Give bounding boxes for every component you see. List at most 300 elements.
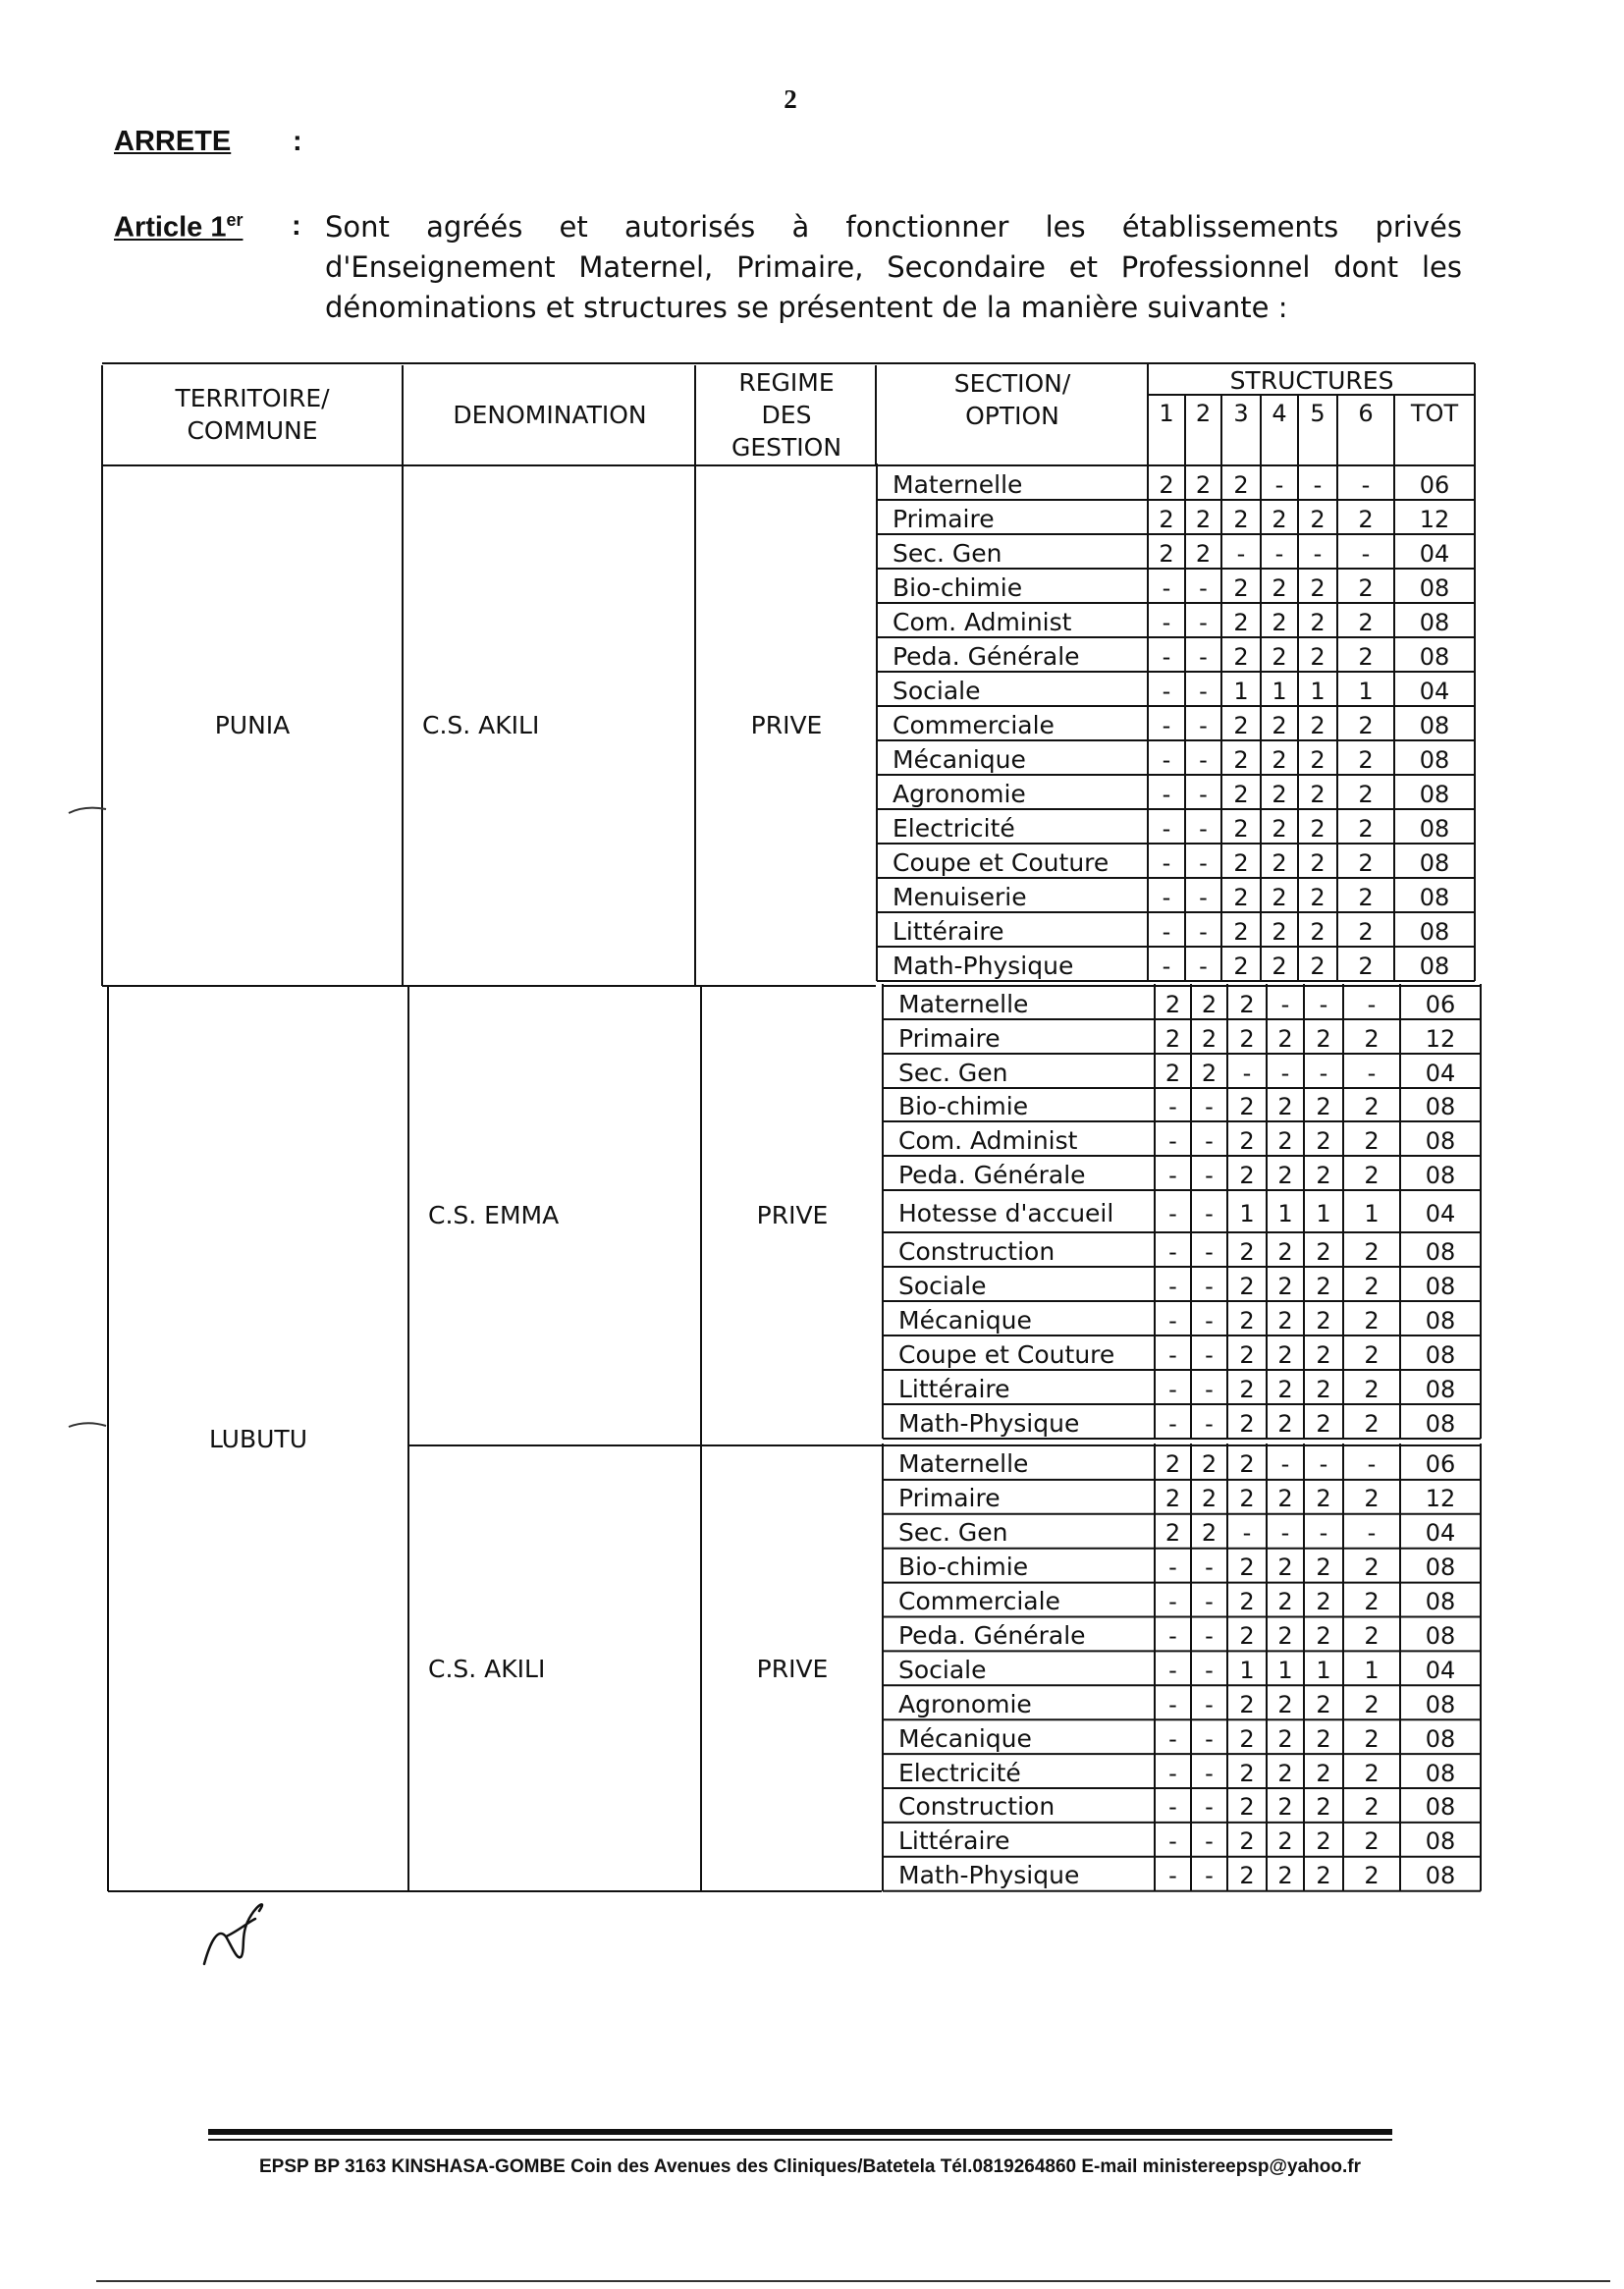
year-cell: -: [1162, 883, 1171, 911]
section-option-cell: Sec. Gen: [898, 1518, 1008, 1548]
year-cell: 2: [1201, 1024, 1218, 1053]
year-cell: -: [1199, 711, 1208, 739]
year-cell: -: [1162, 642, 1171, 671]
year-cell: 2: [1239, 1862, 1255, 1890]
year-cell: 2: [1239, 1759, 1255, 1787]
year-cell: -: [1168, 1553, 1177, 1582]
year-cell: -: [1168, 1237, 1177, 1266]
year-cell: 2: [1316, 1621, 1331, 1650]
year-cell: 2: [1159, 470, 1174, 499]
year-cell: -: [1205, 1656, 1214, 1684]
year-cell: 2: [1277, 1759, 1293, 1787]
year-cell: 2: [1310, 780, 1326, 808]
year-cell: 2: [1277, 1237, 1293, 1266]
year-cell: -: [1168, 1340, 1177, 1369]
year-cell: -: [1162, 677, 1171, 705]
year-cell: 2: [1310, 642, 1326, 671]
article-colon: :: [292, 210, 301, 242]
header-denomination-text: DENOMINATION: [453, 400, 647, 429]
year-cell: 2: [1159, 505, 1174, 533]
arrete-colon: :: [293, 126, 302, 157]
year-cell: 1: [1364, 1656, 1380, 1684]
year-cell: -: [1367, 1059, 1377, 1087]
section-option-cell: Construction: [898, 1236, 1056, 1266]
year-cell: 2: [1277, 1340, 1293, 1369]
year-cell: 2: [1316, 1237, 1331, 1266]
year-cell: 2: [1277, 1621, 1293, 1650]
section-option-cell: Math-Physique: [898, 1408, 1080, 1438]
year-cell: 2: [1233, 745, 1249, 774]
year-cell: 2: [1316, 1793, 1331, 1822]
year-cell: -: [1205, 1093, 1214, 1120]
year-cell: 1: [1277, 1656, 1293, 1684]
header-regime: [697, 365, 876, 463]
header-year: 6: [1358, 400, 1374, 427]
header-year: TOT: [1410, 400, 1459, 427]
year-cell: 2: [1277, 1375, 1293, 1403]
year-cell: -: [1199, 883, 1208, 911]
year-cell: 2: [1364, 1306, 1380, 1335]
year-cell: -: [1313, 470, 1323, 499]
year-cell: 2: [1277, 1724, 1293, 1753]
year-cell: 2: [1233, 917, 1249, 946]
total-cell: 12: [1425, 1485, 1456, 1513]
year-cell: 2: [1358, 848, 1374, 877]
article-label-text: Article 1: [114, 211, 227, 244]
total-cell: 08: [1425, 1409, 1456, 1438]
year-cell: -: [1168, 1656, 1177, 1684]
year-cell: 2: [1316, 1340, 1331, 1369]
year-cell: 2: [1239, 1690, 1255, 1718]
denomination-cell: C.S. AKILI: [422, 710, 540, 739]
denomination-cell: C.S. EMMA: [428, 1200, 560, 1229]
header-year: 4: [1272, 400, 1287, 427]
year-cell: 2: [1272, 711, 1287, 739]
year-cell: 2: [1364, 1588, 1380, 1616]
year-cell: -: [1274, 470, 1284, 499]
year-cell: 1: [1316, 1199, 1331, 1227]
year-cell: 2: [1358, 883, 1374, 911]
year-cell: -: [1205, 1375, 1214, 1403]
section-option-cell: Menuiserie: [893, 882, 1027, 911]
year-cell: 2: [1310, 814, 1326, 843]
year-cell: 2: [1310, 917, 1326, 946]
scan-mark-icon: [67, 803, 108, 815]
territoire-cell: LUBUTU: [209, 1424, 307, 1453]
total-cell: 08: [1425, 1093, 1456, 1120]
year-cell: 2: [1159, 539, 1174, 568]
year-cell: 1: [1358, 677, 1374, 705]
year-cell: 2: [1239, 1093, 1255, 1120]
year-cell: 2: [1272, 952, 1287, 980]
header-year: 5: [1310, 400, 1326, 427]
total-cell: 04: [1425, 1059, 1456, 1087]
year-cell: 2: [1316, 1272, 1331, 1300]
year-cell: 2: [1164, 1519, 1181, 1548]
year-cell: 2: [1164, 991, 1181, 1018]
year-cell: 1: [1272, 677, 1287, 705]
year-cell: -: [1319, 1450, 1328, 1479]
year-cell: -: [1319, 1519, 1328, 1548]
year-cell: -: [1199, 745, 1208, 774]
year-cell: -: [1168, 1409, 1177, 1438]
total-cell: 08: [1419, 711, 1450, 739]
year-cell: 2: [1358, 814, 1374, 843]
year-cell: 2: [1277, 1827, 1293, 1856]
section-option-cell: Maternelle: [898, 1449, 1029, 1479]
year-cell: -: [1162, 573, 1171, 602]
year-cell: 1: [1310, 677, 1326, 705]
year-cell: -: [1199, 608, 1208, 636]
year-cell: 2: [1364, 1862, 1380, 1890]
year-cell: -: [1168, 1126, 1177, 1155]
year-cell: 2: [1239, 1553, 1255, 1582]
year-cell: 2: [1316, 1024, 1331, 1053]
year-cell: -: [1162, 917, 1171, 946]
section-option-cell: Sec. Gen: [893, 538, 1002, 568]
year-cell: 2: [1364, 1340, 1380, 1369]
footer-rule: [208, 2129, 1392, 2135]
footer-rule-thin: [208, 2139, 1392, 2141]
year-cell: -: [1205, 1793, 1214, 1822]
handwritten-initial-icon: [196, 1893, 275, 1972]
header-year: 3: [1233, 400, 1249, 427]
total-cell: 04: [1425, 1656, 1456, 1684]
regime-cell: PRIVE: [750, 710, 823, 739]
section-option-cell: Mécanique: [893, 744, 1026, 774]
year-cell: -: [1361, 539, 1371, 568]
year-cell: 2: [1316, 1126, 1331, 1155]
year-cell: -: [1205, 1553, 1214, 1582]
year-cell: 2: [1316, 1553, 1331, 1582]
year-cell: -: [1367, 991, 1377, 1018]
year-cell: 2: [1233, 573, 1249, 602]
year-cell: 2: [1233, 848, 1249, 877]
section-option-cell: Math-Physique: [898, 1861, 1080, 1890]
year-cell: -: [1168, 1621, 1177, 1650]
year-cell: 2: [1277, 1690, 1293, 1718]
year-cell: -: [1205, 1272, 1214, 1300]
year-cell: 2: [1316, 1093, 1331, 1120]
total-cell: 08: [1425, 1793, 1456, 1822]
year-cell: 2: [1358, 608, 1374, 636]
year-cell: 2: [1239, 1272, 1255, 1300]
total-cell: 08: [1419, 848, 1450, 877]
year-cell: 2: [1364, 1409, 1380, 1438]
total-cell: 04: [1419, 677, 1450, 705]
year-cell: 2: [1272, 883, 1287, 911]
year-cell: 2: [1239, 1724, 1255, 1753]
section-option-cell: Agronomie: [893, 779, 1026, 808]
year-cell: 2: [1272, 745, 1287, 774]
year-cell: -: [1162, 608, 1171, 636]
section-option-cell: Primaire: [898, 1023, 1001, 1053]
year-cell: -: [1205, 1827, 1214, 1856]
year-cell: -: [1280, 1519, 1290, 1548]
year-cell: 2: [1233, 814, 1249, 843]
year-cell: 1: [1233, 677, 1249, 705]
section-option-cell: Peda. Générale: [898, 1620, 1086, 1650]
section-option-cell: Bio-chimie: [898, 1092, 1029, 1120]
total-cell: 08: [1425, 1621, 1456, 1650]
year-cell: -: [1199, 917, 1208, 946]
total-cell: 04: [1425, 1199, 1456, 1227]
year-cell: 2: [1277, 1409, 1293, 1438]
year-cell: 2: [1195, 470, 1212, 499]
year-cell: 2: [1195, 505, 1212, 533]
year-cell: 2: [1364, 1272, 1380, 1300]
total-cell: 04: [1425, 1519, 1456, 1548]
total-cell: 08: [1425, 1759, 1456, 1787]
year-cell: 2: [1310, 608, 1326, 636]
year-cell: 2: [1233, 711, 1249, 739]
section-option-cell: Sociale: [893, 676, 981, 705]
year-cell: 2: [1316, 1485, 1331, 1513]
year-cell: -: [1205, 1724, 1214, 1753]
year-cell: 2: [1233, 505, 1249, 533]
year-cell: 2: [1239, 1793, 1255, 1822]
section-option-cell: Math-Physique: [893, 951, 1074, 980]
year-cell: 2: [1277, 1793, 1293, 1822]
year-cell: 2: [1310, 848, 1326, 877]
year-cell: 2: [1277, 1862, 1293, 1890]
year-cell: -: [1168, 1759, 1177, 1787]
total-cell: 08: [1419, 608, 1450, 636]
year-cell: 2: [1364, 1827, 1380, 1856]
year-cell: 2: [1316, 1690, 1331, 1718]
year-cell: -: [1199, 952, 1208, 980]
territoire-cell: PUNIA: [214, 710, 291, 739]
year-cell: -: [1313, 539, 1323, 568]
year-cell: 2: [1316, 1375, 1331, 1403]
total-cell: 08: [1425, 1827, 1456, 1856]
section-option-cell: Littéraire: [898, 1374, 1010, 1403]
year-cell: 2: [1239, 1621, 1255, 1650]
year-cell: -: [1168, 1690, 1177, 1718]
year-cell: 2: [1316, 1409, 1331, 1438]
section-option-cell: Com. Administ: [898, 1125, 1078, 1155]
total-cell: 08: [1419, 780, 1450, 808]
regime-cell: PRIVE: [756, 1200, 829, 1229]
total-cell: 08: [1419, 952, 1450, 980]
section-option-cell: Hotesse d'accueil: [898, 1198, 1114, 1227]
article-text: Sont agréés et autorisés à fonctionner les établissements privés d'Enseignement Maternel, Primaire, Secondaire et Professionnel dont les dénominations et structures se présentent de la manière suivante :: [325, 210, 1462, 324]
year-cell: -: [1205, 1126, 1214, 1155]
year-cell: 2: [1364, 1161, 1380, 1189]
year-cell: 2: [1316, 1724, 1331, 1753]
year-cell: -: [1168, 1724, 1177, 1753]
section-option-cell: Primaire: [898, 1484, 1001, 1513]
year-cell: 2: [1364, 1553, 1380, 1582]
year-cell: 2: [1310, 952, 1326, 980]
total-cell: 06: [1425, 1450, 1456, 1479]
year-cell: 2: [1364, 1793, 1380, 1822]
year-cell: -: [1199, 780, 1208, 808]
year-cell: -: [1168, 1272, 1177, 1300]
year-cell: -: [1168, 1093, 1177, 1120]
section-option-cell: Com. Administ: [893, 607, 1072, 636]
scan-mark-icon: [67, 1418, 108, 1430]
header-year: 1: [1159, 400, 1174, 427]
header-denomination: [405, 365, 695, 463]
year-cell: 2: [1239, 1306, 1255, 1335]
header-section: [877, 365, 1148, 463]
year-cell: -: [1168, 1199, 1177, 1227]
year-cell: -: [1168, 1862, 1177, 1890]
article-label-sup: er: [226, 210, 244, 230]
year-cell: -: [1319, 1059, 1328, 1087]
year-cell: 2: [1239, 1409, 1255, 1438]
header-territoire: [102, 365, 403, 463]
year-cell: 2: [1201, 1485, 1218, 1513]
section-option-cell: Littéraire: [893, 916, 1004, 946]
year-cell: 2: [1233, 608, 1249, 636]
year-cell: -: [1205, 1862, 1214, 1890]
header-year: 2: [1195, 400, 1212, 427]
year-cell: 2: [1364, 1375, 1380, 1403]
header-regime-line: GESTION: [731, 432, 842, 462]
year-cell: 2: [1277, 1024, 1293, 1053]
total-cell: 08: [1425, 1588, 1456, 1616]
year-cell: -: [1162, 814, 1171, 843]
section-option-cell: Electricité: [893, 813, 1015, 843]
year-cell: 2: [1239, 1161, 1255, 1189]
year-cell: 2: [1201, 1519, 1218, 1548]
year-cell: 2: [1316, 1759, 1331, 1787]
year-cell: 2: [1358, 952, 1374, 980]
year-cell: 2: [1358, 573, 1374, 602]
year-cell: -: [1205, 1340, 1214, 1369]
year-cell: 2: [1201, 991, 1218, 1018]
year-cell: 2: [1239, 1375, 1255, 1403]
year-cell: 2: [1358, 711, 1374, 739]
total-cell: 06: [1425, 991, 1456, 1018]
year-cell: 2: [1364, 1485, 1380, 1513]
year-cell: -: [1199, 642, 1208, 671]
year-cell: 2: [1272, 917, 1287, 946]
total-cell: 08: [1425, 1375, 1456, 1403]
section-option-cell: Littéraire: [898, 1826, 1010, 1856]
bottom-rule: [96, 2280, 1610, 2282]
total-cell: 08: [1425, 1161, 1456, 1189]
section-option-cell: Maternelle: [898, 990, 1029, 1018]
total-cell: 12: [1425, 1024, 1456, 1053]
page-number: 2: [784, 84, 797, 114]
year-cell: 2: [1358, 917, 1374, 946]
total-cell: 08: [1425, 1237, 1456, 1266]
year-cell: 2: [1239, 1450, 1255, 1479]
year-cell: 2: [1201, 1059, 1218, 1087]
year-cell: 2: [1233, 642, 1249, 671]
year-cell: 2: [1364, 1621, 1380, 1650]
header-structures: STRUCTURES: [1229, 365, 1394, 395]
year-cell: 2: [1277, 1485, 1293, 1513]
year-cell: 2: [1364, 1126, 1380, 1155]
year-cell: 1: [1277, 1199, 1293, 1227]
total-cell: 08: [1419, 814, 1450, 843]
year-cell: -: [1162, 952, 1171, 980]
year-cell: -: [1367, 1450, 1377, 1479]
year-cell: -: [1168, 1375, 1177, 1403]
year-cell: 2: [1316, 1827, 1331, 1856]
year-cell: -: [1367, 1519, 1377, 1548]
year-cell: -: [1168, 1161, 1177, 1189]
total-cell: 08: [1419, 917, 1450, 946]
year-cell: 2: [1310, 573, 1326, 602]
total-cell: 04: [1419, 539, 1450, 568]
year-cell: -: [1168, 1793, 1177, 1822]
year-cell: 2: [1358, 745, 1374, 774]
year-cell: 2: [1277, 1126, 1293, 1155]
year-cell: 2: [1272, 780, 1287, 808]
total-cell: 06: [1419, 470, 1450, 499]
year-cell: 2: [1195, 539, 1212, 568]
year-cell: 1: [1239, 1199, 1255, 1227]
year-cell: 2: [1316, 1161, 1331, 1189]
arrete-heading: ARRETE: [114, 126, 232, 157]
year-cell: 2: [1233, 470, 1249, 499]
year-cell: -: [1162, 745, 1171, 774]
year-cell: -: [1205, 1306, 1214, 1335]
section-option-cell: Peda. Générale: [893, 641, 1080, 671]
year-cell: 2: [1164, 1485, 1181, 1513]
year-cell: -: [1280, 1450, 1290, 1479]
year-cell: 2: [1310, 711, 1326, 739]
section-option-cell: Primaire: [893, 504, 995, 533]
header-regime-line: DES: [761, 400, 812, 429]
section-option-cell: Mécanique: [898, 1723, 1032, 1753]
total-cell: 08: [1425, 1724, 1456, 1753]
year-cell: 2: [1364, 1759, 1380, 1787]
year-cell: 2: [1239, 1340, 1255, 1369]
section-option-cell: Coupe et Couture: [898, 1339, 1115, 1369]
year-cell: -: [1280, 991, 1290, 1018]
section-option-cell: Mécanique: [898, 1305, 1032, 1335]
year-cell: 2: [1272, 608, 1287, 636]
total-cell: 08: [1425, 1272, 1456, 1300]
year-cell: 2: [1277, 1161, 1293, 1189]
section-option-cell: Bio-chimie: [893, 572, 1023, 602]
year-cell: 2: [1310, 745, 1326, 774]
year-cell: 2: [1272, 848, 1287, 877]
section-option-cell: Bio-chimie: [898, 1553, 1029, 1582]
total-cell: 08: [1425, 1126, 1456, 1155]
year-cell: -: [1205, 1621, 1214, 1650]
year-cell: -: [1274, 539, 1284, 568]
regime-cell: PRIVE: [756, 1654, 829, 1683]
year-cell: 2: [1239, 1126, 1255, 1155]
year-cell: 2: [1364, 1237, 1380, 1266]
year-cell: 2: [1310, 505, 1326, 533]
year-cell: 1: [1316, 1656, 1331, 1684]
year-cell: 2: [1164, 1059, 1181, 1087]
year-cell: -: [1199, 814, 1208, 843]
year-cell: -: [1319, 991, 1328, 1018]
footer-address: EPSP BP 3163 KINSHASA-GOMBE Coin des Avenues des Cliniques/Batetela Tél.0819264860 E-mail ministereepsp@yahoo.fr: [259, 2156, 1361, 2177]
year-cell: 2: [1233, 883, 1249, 911]
year-cell: 2: [1316, 1862, 1331, 1890]
year-cell: -: [1280, 1059, 1290, 1087]
section-option-cell: Maternelle: [893, 469, 1023, 499]
year-cell: 2: [1164, 1450, 1181, 1479]
year-cell: 2: [1277, 1306, 1293, 1335]
year-cell: 2: [1358, 505, 1374, 533]
year-cell: -: [1205, 1409, 1214, 1438]
year-cell: 2: [1239, 1827, 1255, 1856]
year-cell: -: [1236, 539, 1246, 568]
year-cell: -: [1205, 1161, 1214, 1189]
year-cell: -: [1199, 677, 1208, 705]
